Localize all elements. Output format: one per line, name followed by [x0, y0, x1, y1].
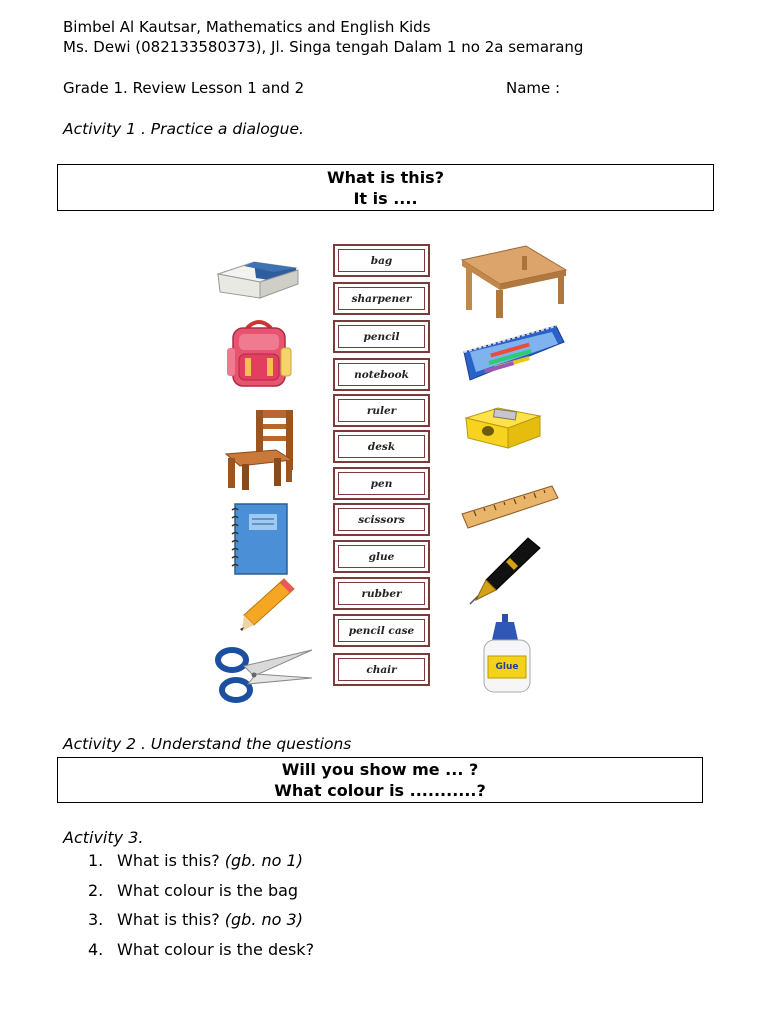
question-show-me: Will you show me ... ?	[281, 760, 479, 779]
chair-icon	[220, 408, 300, 492]
list-item	[88, 909, 314, 939]
word-card-label: ruler	[338, 399, 425, 422]
word-card	[333, 358, 430, 391]
eraser-icon	[214, 254, 300, 304]
dialogue-answer: It is ....	[353, 189, 418, 208]
question-number: 3.	[88, 910, 104, 929]
question-number: 4.	[88, 939, 104, 959]
word-card-label: bag	[338, 249, 425, 272]
list-item	[88, 880, 314, 910]
question-text: What colour is the desk?	[117, 939, 315, 959]
list-item	[88, 939, 314, 969]
activity1-title: Activity 1 . Practice a dialogue.	[63, 120, 304, 138]
ruler-icon	[460, 482, 560, 532]
pen-icon	[466, 536, 542, 606]
desk-icon	[460, 244, 568, 320]
question-note: (gb. no 1)	[224, 851, 303, 870]
word-card-label: pencil	[338, 325, 425, 348]
question-text: What is this?	[117, 851, 225, 870]
question-note: (gb. no 3)	[224, 910, 303, 929]
word-card	[333, 503, 430, 536]
list-item	[88, 850, 314, 880]
notebook-icon	[229, 502, 289, 576]
word-card-label: scissors	[338, 508, 425, 531]
word-card	[333, 430, 430, 463]
backpack-icon	[225, 318, 295, 390]
word-card-label: pencil case	[338, 619, 425, 642]
activity2-question-box	[57, 757, 703, 803]
word-card	[333, 244, 430, 277]
sharpener-icon	[462, 404, 544, 454]
activity1-dialogue-box	[57, 164, 714, 211]
dialogue-question: What is this?	[327, 168, 444, 187]
word-card	[333, 320, 430, 353]
activity2-title: Activity 2 . Understand the questions	[63, 735, 352, 753]
word-card	[333, 653, 430, 686]
word-card-label: chair	[338, 658, 425, 681]
word-card-label: desk	[338, 435, 425, 458]
question-number: 2.	[88, 880, 104, 900]
question-text: What colour is the bag	[117, 880, 299, 900]
activity3-title: Activity 3.	[63, 828, 144, 847]
word-card	[333, 577, 430, 610]
question-number: 1.	[88, 851, 104, 870]
glue-icon	[478, 612, 536, 694]
word-card-label: pen	[338, 472, 425, 495]
question-list	[88, 850, 314, 968]
question-text: What is this?	[117, 910, 225, 929]
scissors-icon	[214, 644, 314, 706]
question-what-colour: What colour is ...........?	[274, 781, 486, 800]
grade-title: Grade 1. Review Lesson 1 and 2	[63, 79, 305, 97]
name-label: Name :	[506, 79, 561, 97]
pencil-icon	[238, 577, 296, 633]
word-card	[333, 540, 430, 573]
word-card	[333, 282, 430, 315]
word-card-label: notebook	[338, 363, 425, 386]
word-card-label: sharpener	[338, 287, 425, 310]
pencil-case-icon	[460, 322, 566, 388]
word-card	[333, 467, 430, 500]
word-card-label: rubber	[338, 582, 425, 605]
teacher-contact: Ms. Dewi (082133580373), Jl. Singa tengah Dalam 1 no 2a semarang	[63, 38, 584, 56]
word-card	[333, 394, 430, 427]
word-card	[333, 614, 430, 647]
glue-label: Glue	[495, 662, 519, 672]
word-card-label: glue	[338, 545, 425, 568]
school-name: Bimbel Al Kautsar, Mathematics and English Kids	[63, 18, 431, 36]
